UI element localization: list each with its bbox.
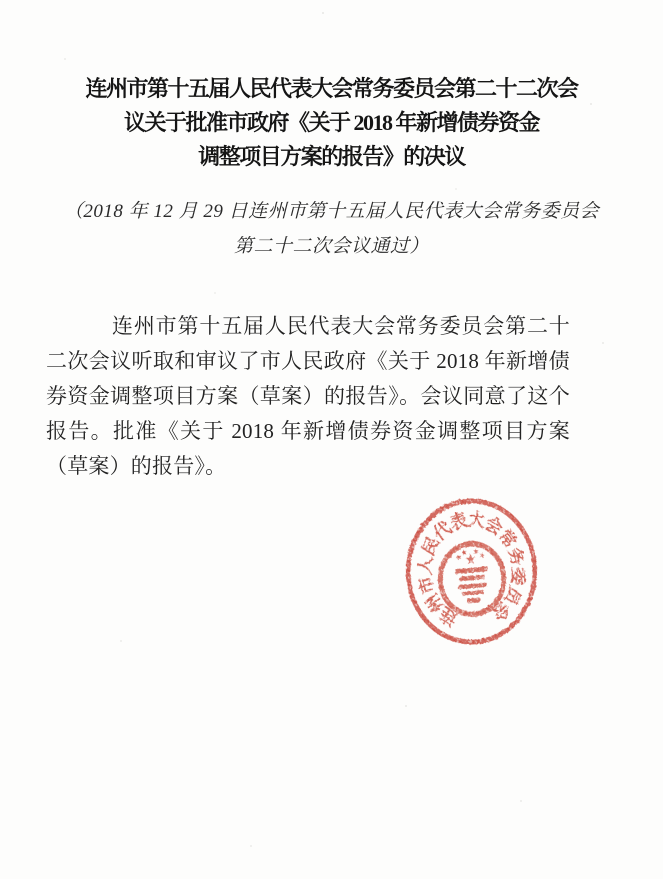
svg-text:市: 市 (415, 573, 438, 597)
seal-graphic (355, 442, 587, 701)
svg-text:会: 会 (489, 597, 514, 626)
scan-noise (0, 0, 2, 2)
svg-text:民: 民 (418, 532, 444, 560)
body-paragraph: 连州市第十五届人民代表大会常务委员会第二十二次会议听取和审议了市人民政府《关于 2018 年新增债券资金调整项目方案（草案）的报告》。会议同意了这个报告。批准《关于 2018 年新增债券资金调整项目方案（草案）的报告》。 (46, 314, 570, 478)
svg-text:务: 务 (504, 544, 528, 569)
svg-text:会: 会 (481, 512, 506, 540)
adoption-note-line: 第二十二次会议通过） (233, 236, 429, 257)
svg-text:连: 连 (436, 602, 461, 631)
adoption-note-line: （2018 年 12 月 29 日连州市第十五届人民代表大会常务委员会 (63, 201, 600, 222)
title-line: 调整项目方案的报告》的决议 (198, 144, 465, 169)
svg-text:员: 员 (500, 582, 525, 609)
svg-text:常: 常 (495, 524, 521, 553)
official-seal (355, 442, 587, 701)
title-line: 连州市第十五届人民代表大会常务委员会第二十二次会 (85, 76, 578, 101)
svg-text:代: 代 (430, 516, 455, 545)
svg-text:州: 州 (422, 589, 448, 617)
svg-text:表: 表 (447, 508, 470, 535)
national-emblem-icon (438, 541, 507, 617)
title-line: 议关于批准市政府《关于 2018 年新增债券资金 (123, 110, 539, 135)
svg-text:人: 人 (414, 554, 436, 576)
adoption-note (0, 194, 663, 264)
svg-text:大: 大 (467, 508, 486, 532)
document-title (0, 72, 663, 174)
svg-text:委: 委 (507, 566, 529, 587)
